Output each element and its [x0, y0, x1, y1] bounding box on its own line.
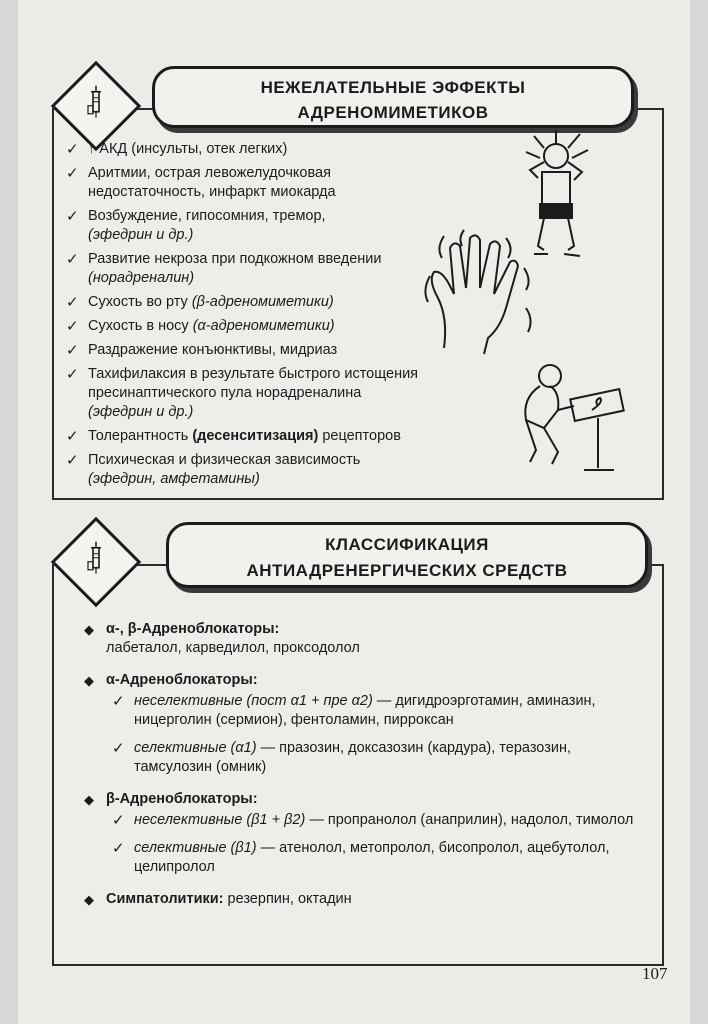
check-icon: ✓	[66, 141, 79, 158]
group-heading: α-, β-Адреноблокаторы:	[106, 621, 280, 637]
list-item	[80, 790, 648, 877]
check-icon: ✓	[112, 693, 125, 710]
group-text: резерпин, октадин	[227, 891, 352, 907]
check-icon: ✓	[66, 452, 79, 469]
book-page	[18, 0, 690, 1024]
classification-list	[80, 620, 648, 922]
list-item: ✓ Сухость во рту (β-адреномиметики)	[66, 294, 334, 311]
list-item	[80, 890, 648, 909]
check-icon: ✓	[112, 740, 125, 757]
person-with-sign-illustration	[514, 358, 644, 482]
check-icon: ✓	[66, 366, 79, 383]
title-line: АДРЕНОМИМЕТИКОВ	[297, 103, 489, 122]
title-line: НЕЖЕЛАТЕЛЬНЫЕ ЭФФЕКТЫ	[260, 78, 526, 97]
subgroup: ✓ селективные (β1) — атенолол, метопролол, бисопролол, ацебутолол, целипролол	[112, 840, 610, 875]
page-number: 107	[642, 964, 668, 983]
section-title	[152, 66, 634, 128]
diamond-bullet-icon: ◆	[84, 792, 94, 807]
group-heading: Симпатолитики:	[106, 891, 224, 907]
side-effects-list	[66, 140, 426, 494]
title-line: АНТИАДРЕНЕРГИЧЕСКИХ СРЕДСТВ	[246, 561, 568, 580]
subgroup: ✓ селективные (α1) — празозин, доксазозин (кардура), теразозин, тамсулозин (омник)	[112, 740, 571, 775]
syringe-icon	[78, 540, 114, 576]
check-icon: ✓	[66, 251, 79, 268]
check-icon: ✓	[66, 318, 79, 335]
list-item: ✓ Психическая и физическая зависимость (эфедрин, амфетамины)	[66, 452, 361, 487]
list-item: ✓ Аритмии, острая левожелудочковая недостаточность, инфаркт миокарда	[66, 165, 336, 200]
list-item: ✓ Тахифилаксия в результате быстрого истощения пресинаптического пула норадреналина (эфедрин и др.)	[66, 366, 419, 420]
list-item: ✓ Толерантность (десенситизация) рецепторов	[66, 428, 401, 445]
list-item: ✓ Раздражение конъюнктивы, мидриаз	[66, 342, 338, 359]
list-item: ✓ Возбуждение, гипосомния, тремор, (эфедрин и др.)	[66, 208, 326, 243]
check-icon: ✓	[112, 840, 125, 857]
check-icon: ✓	[66, 342, 79, 359]
list-item	[80, 671, 648, 777]
diamond-bullet-icon: ◆	[84, 673, 94, 688]
diamond-bullet-icon: ◆	[84, 622, 94, 637]
group-text: лабеталол, карведилол, проксодолол	[106, 640, 360, 656]
list-item: ✓ Сухость в носу (α-адреномиметики)	[66, 318, 335, 335]
list-item	[80, 620, 648, 658]
list-item: ✓ ↑ АКД (инсульты, отек легких)	[66, 141, 288, 158]
section-title	[166, 522, 648, 588]
check-icon: ✓	[66, 165, 79, 182]
subgroup: ✓ неселективные (β1 + β2) — пропранолол (анаприлин), надолол, тимолол	[112, 812, 634, 829]
check-icon: ✓	[66, 294, 79, 311]
group-heading: β-Адреноблокаторы:	[106, 791, 258, 807]
group-heading: α-Адреноблокаторы:	[106, 672, 258, 688]
diamond-bullet-icon: ◆	[84, 892, 94, 907]
subgroup: ✓ неселективные (пост α1 + пре α2) — дигидроэрготамин, аминазин, ницерголин (сермион), фентоламин, пирроксан	[112, 693, 596, 728]
check-icon: ✓	[112, 812, 125, 829]
check-icon: ✓	[66, 428, 79, 445]
syringe-icon	[78, 84, 114, 120]
trembling-hand-illustration	[414, 228, 554, 360]
list-item: ✓ Развитие некроза при подкожном введении (норадреналин)	[66, 251, 382, 286]
check-icon: ✓	[66, 208, 79, 225]
title-line: КЛАССИФИКАЦИЯ	[325, 535, 489, 554]
